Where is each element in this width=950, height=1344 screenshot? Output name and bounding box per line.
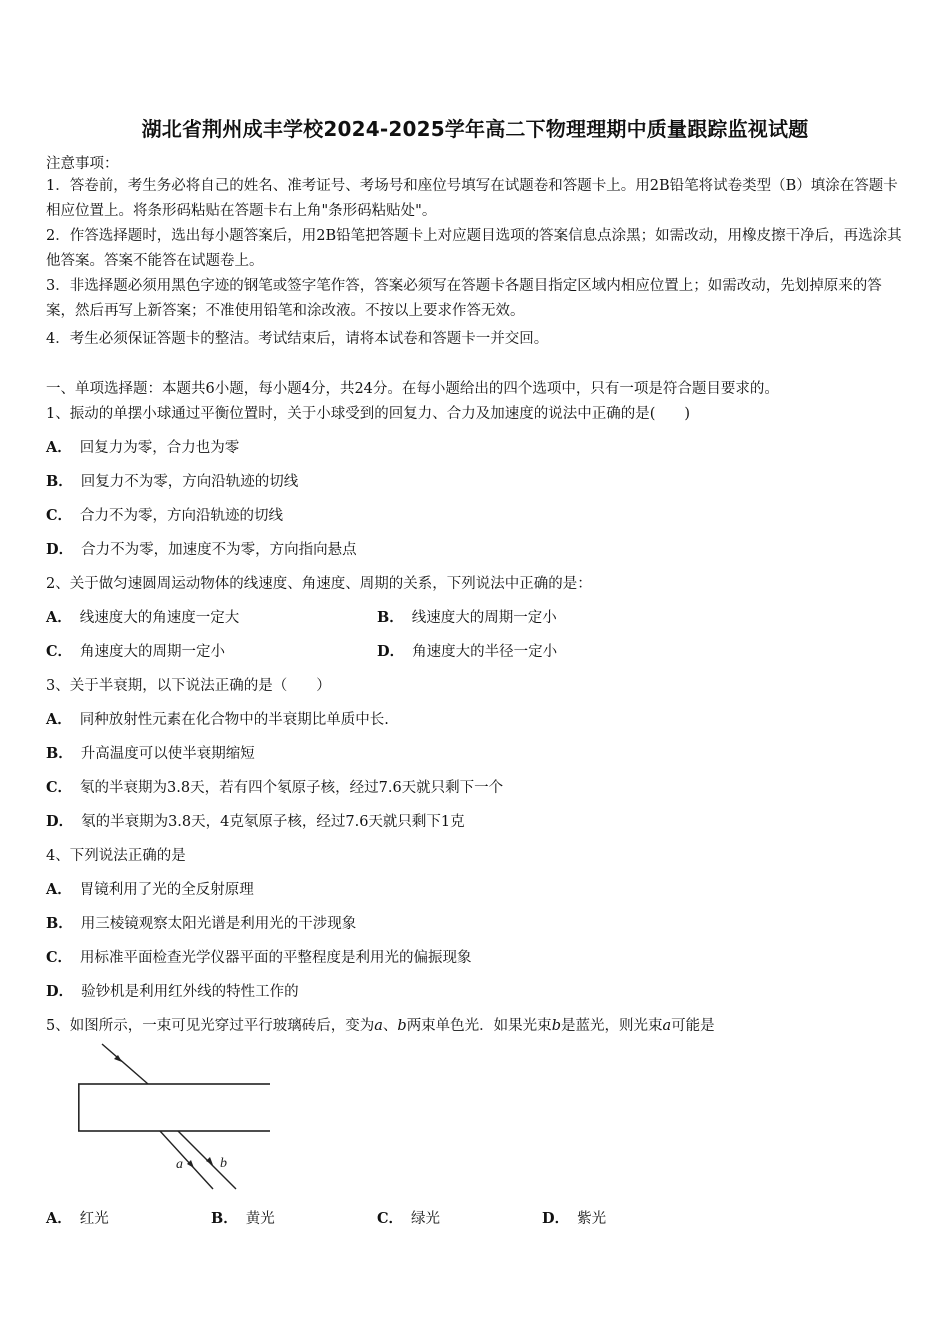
question-5-stem: 5、如图所示，一束可见光穿过平行玻璃砖后，变为a、b两束单色光．如果光束b是蓝光，则光束a可能是 (46, 1018, 715, 1034)
notice-item-2: 2．作答选择题时，选出每小题答案后，用2B铅笔把答题卡上对应题目选项的答案信息点涂黑；如需改动，用橡皮擦干净后，再选涂其他答案。答案不能答在试题卷上。 (46, 228, 902, 269)
section-heading: 一、单项选择题：本题共6小题，每小题4分，共24分。在每小题给出的四个选项中，只有一项是符合题目要求的。 (46, 381, 779, 397)
q4-option-b: B． 用三棱镜观察太阳光谱是利用光的干涉现象 (46, 915, 357, 932)
q1-option-d: D． 合力不为零，加速度不为零，方向指向悬点 (46, 541, 357, 558)
q5-option-a: A． 红光 (46, 1210, 109, 1227)
q3-option-b: B． 升高温度可以使半衰期缩短 (46, 745, 255, 762)
question-2-stem: 2、关于做匀速圆周运动物体的线速度、角速度、周期的关系，下列说法中正确的是： (46, 576, 592, 592)
q3-option-a: A． 同种放射性元素在化合物中的半衰期比单质中长. (46, 711, 389, 728)
ray-b-arrow-icon (206, 1157, 213, 1165)
label-b: b (220, 1156, 227, 1171)
q5-option-c: C． 绿光 (377, 1210, 441, 1227)
q3-option-c: C． 氡的半衰期为3.8天，若有四个氡原子核，经过7.6天就只剩下一个 (46, 779, 504, 796)
notice-item-1: 1．答卷前，考生务必将自己的姓名、准考证号、考场号和座位号填写在试题卷和答题卡上。用2B铅笔将试卷类型（B）填涂在答题卡相应位置上。将条形码粘贴在答题卡右上角"条形码粘贴处"。 (46, 178, 898, 219)
q1-option-a: A． 回复力为零，合力也为零 (46, 439, 240, 456)
glass-brick (79, 1084, 270, 1131)
q2-option-b: B． 线速度大的周期一定小 (377, 609, 557, 626)
incident-ray (102, 1044, 148, 1084)
glass-brick-diagram (70, 1040, 270, 1192)
q4-option-a: A． 胃镜利用了光的全反射原理 (46, 881, 254, 898)
page-title: 湖北省荆州成丰学校2024-2025学年高二下物理理期中质量跟踪监视试题 (141, 117, 809, 141)
q2-option-c: C． 角速度大的周期一定小 (46, 643, 226, 660)
question-4-stem: 4、下列说法正确的是 (46, 848, 186, 864)
q1-option-b: B． 回复力不为零，方向沿轨迹的切线 (46, 473, 299, 490)
q4-option-c: C． 用标准平面检查光学仪器平面的平整程度是利用光的偏振现象 (46, 949, 472, 966)
q2-option-a: A． 线速度大的角速度一定大 (46, 609, 240, 626)
q4-option-d: D． 验钞机是利用红外线的特性工作的 (46, 983, 299, 1000)
q3-option-d: D． 氡的半衰期为3.8天，4克氡原子核，经过7.6天就只剩下1克 (46, 813, 465, 830)
q1-option-c: C． 合力不为零，方向沿轨迹的切线 (46, 507, 284, 524)
notice-item-3: 3．非选择题必须用黑色字迹的钢笔或签字笔作答，答案必须写在答题卡各题目指定区域内相应位置上；如需改动，先划掉原来的答案，然后再写上新答案；不准使用铅笔和涂改液。不按以上要求作答无效。 (46, 278, 882, 319)
notice-heading: 注意事项： (46, 156, 119, 172)
notice-item-4: 4．考生必须保证答题卡的整洁。考试结束后，请将本试卷和答题卡一并交回。 (46, 331, 549, 347)
q2-option-d: D． 角速度大的半径一定小 (377, 643, 558, 660)
question-3-stem: 3、关于半衰期，以下说法正确的是（ ） (46, 678, 331, 694)
label-a: a (176, 1157, 183, 1172)
q5-option-b: B． 黄光 (211, 1210, 275, 1227)
q5-option-d: D． 紫光 (542, 1210, 607, 1227)
question-1-stem: 1、振动的单摆小球通过平衡位置时，关于小球受到的回复力、合力及加速度的说法中正确的是( ) (46, 406, 691, 422)
